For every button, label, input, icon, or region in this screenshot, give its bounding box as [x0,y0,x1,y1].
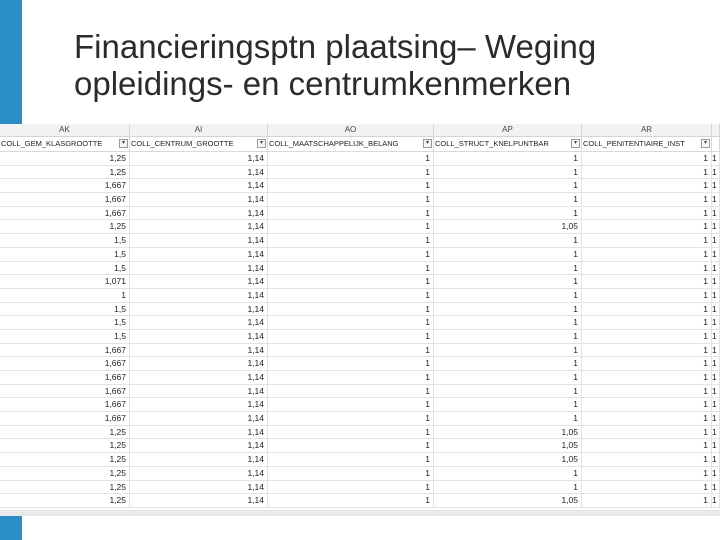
table-cell[interactable]: 1,14 [130,193,268,206]
table-cell[interactable]: 1 [268,357,434,370]
table-cell[interactable]: 1 [434,193,582,206]
field-name-label: COLL_PENITENTIAIRE_INST [583,139,685,148]
table-cell[interactable]: 1,14 [130,179,268,192]
table-cell[interactable]: 1 [582,481,712,494]
table-cell[interactable]: 1 [268,152,434,165]
table-cell[interactable]: 1 [434,248,582,261]
filter-dropdown-icon[interactable]: ▾ [701,139,710,148]
column-letter-header-cell[interactable]: AK [0,124,130,136]
field-name-cell [268,137,434,151]
table-cell[interactable]: 1 [268,453,434,466]
table-cell[interactable]: 1 [582,344,712,357]
table-cell[interactable]: 1 [582,385,712,398]
table-cell[interactable]: 1 [712,371,720,384]
table-cell[interactable]: 1 [582,426,712,439]
table-cell[interactable]: 1,25 [0,467,130,480]
table-cell[interactable]: 1 [268,275,434,288]
table-cell[interactable]: 1,5 [0,262,130,275]
table-cell[interactable]: 1 [268,179,434,192]
table-cell[interactable]: 1 [268,316,434,329]
table-row [0,467,720,481]
table-cell[interactable]: 1 [712,494,720,507]
table-cell[interactable]: 1 [712,453,720,466]
table-cell[interactable]: 1 [582,330,712,343]
table-cell[interactable]: 1 [582,152,712,165]
table-cell[interactable]: 1,667 [0,371,130,384]
table-cell[interactable]: 1 [434,275,582,288]
table-cell[interactable]: 1 [712,234,720,247]
table-cell[interactable]: 1 [712,248,720,261]
table-cell[interactable]: 1 [712,193,720,206]
field-name-label: COLL_CENTRUM_GROOTTE [131,139,234,148]
table-cell[interactable]: 1 [434,234,582,247]
slide-title-line-1: Financieringsptn plaatsing– Weging [74,28,597,65]
table-row [0,289,720,303]
table-cell[interactable]: 1,14 [130,412,268,425]
table-row [0,193,720,207]
table-cell[interactable]: 1,14 [130,453,268,466]
table-cell[interactable]: 1 [582,453,712,466]
table-cell[interactable]: 1 [582,289,712,302]
filter-dropdown-icon[interactable]: ▾ [119,139,128,148]
table-cell[interactable]: 1 [434,289,582,302]
table-cell[interactable]: 1 [582,412,712,425]
table-cell[interactable]: 1,25 [0,453,130,466]
table-cell[interactable]: 1,14 [130,234,268,247]
table-cell[interactable]: 1,5 [0,248,130,261]
table-cell[interactable]: 1,25 [0,481,130,494]
table-cell[interactable]: 1,05 [434,453,582,466]
table-cell[interactable]: 1,14 [130,303,268,316]
table-cell[interactable]: 1,5 [0,303,130,316]
table-cell[interactable]: 1 [268,467,434,480]
table-cell[interactable]: 1 [712,467,720,480]
table-cell[interactable]: 1 [268,426,434,439]
table-cell[interactable]: 1,667 [0,179,130,192]
table-row [0,316,720,330]
table-row [0,453,720,467]
table-cell[interactable]: 1 [434,398,582,411]
table-cell[interactable]: 1 [712,262,720,275]
table-cell[interactable]: 1 [712,398,720,411]
table-cell[interactable]: 1 [434,412,582,425]
table-cell[interactable]: 1 [268,371,434,384]
table-cell[interactable]: 1 [582,303,712,316]
table-cell[interactable]: 1 [434,344,582,357]
table-row [0,220,720,234]
table-cell[interactable]: 1,5 [0,316,130,329]
table-cell[interactable]: 1,14 [130,166,268,179]
table-cell[interactable]: 1,14 [130,289,268,302]
table-cell[interactable]: 1 [268,248,434,261]
filter-dropdown-icon[interactable]: ▾ [257,139,266,148]
table-cell[interactable]: 1 [434,262,582,275]
table-cell[interactable]: 1 [434,207,582,220]
data-rows [0,152,720,508]
table-cell[interactable]: 1,14 [130,275,268,288]
table-cell[interactable]: 1 [434,371,582,384]
table-cell[interactable]: 1,14 [130,220,268,233]
table-cell[interactable]: 1,667 [0,412,130,425]
field-name-row [0,137,720,152]
table-row [0,371,720,385]
table-cell[interactable]: 1 [712,344,720,357]
field-name-label: COLL_MAATSCHAPPELIJK_BELANG [269,139,399,148]
table-cell[interactable]: 1 [582,439,712,452]
table-cell[interactable]: 1 [712,275,720,288]
field-name-cell [0,137,130,151]
slide-title [74,28,714,102]
sheet-tab-bar [0,510,720,516]
table-cell[interactable]: 1 [712,220,720,233]
table-row [0,330,720,344]
table-cell[interactable]: 1 [582,220,712,233]
table-cell[interactable]: 1,14 [130,316,268,329]
table-cell[interactable]: 1 [712,385,720,398]
table-row [0,398,720,412]
table-row [0,262,720,276]
table-cell[interactable]: 1 [268,439,434,452]
table-cell[interactable]: 1,14 [130,426,268,439]
table-row [0,412,720,426]
table-cell[interactable]: 1 [712,316,720,329]
table-cell[interactable]: 1 [712,357,720,370]
table-cell[interactable]: 1,14 [130,344,268,357]
table-cell[interactable]: 1,14 [130,439,268,452]
filter-dropdown-icon[interactable]: ▾ [571,139,580,148]
table-row [0,152,720,166]
table-cell[interactable]: 1,14 [130,481,268,494]
table-cell[interactable]: 1,667 [0,385,130,398]
table-row [0,494,720,508]
column-letter-header [0,124,720,137]
table-cell[interactable]: 1 [268,207,434,220]
table-cell[interactable]: 1 [0,289,130,302]
table-cell[interactable]: 1,05 [434,220,582,233]
table-cell[interactable]: 1,667 [0,357,130,370]
table-row [0,385,720,399]
table-cell[interactable]: 1,14 [130,385,268,398]
field-name-cell [434,137,582,151]
table-cell[interactable]: 1 [268,412,434,425]
table-cell[interactable]: 1 [712,152,720,165]
table-cell[interactable]: 1,14 [130,398,268,411]
table-cell[interactable]: 1,14 [130,248,268,261]
field-name-label: COLL_STRUCT_KNELPUNTBAR [435,139,549,148]
table-cell[interactable]: 1 [582,166,712,179]
table-row [0,481,720,495]
table-cell[interactable]: 1 [434,385,582,398]
table-cell[interactable]: 1 [434,316,582,329]
table-cell[interactable]: 1,05 [434,494,582,507]
table-row [0,234,720,248]
table-cell[interactable]: 1 [712,412,720,425]
table-cell[interactable]: 1,071 [0,275,130,288]
table-cell[interactable]: 1 [268,494,434,507]
table-cell[interactable]: 1,667 [0,344,130,357]
field-name-cell [712,137,720,151]
table-cell[interactable]: 1 [582,467,712,480]
table-cell[interactable]: 1,25 [0,439,130,452]
table-cell[interactable]: 1,25 [0,166,130,179]
table-cell[interactable]: 1,14 [130,357,268,370]
table-cell[interactable]: 1,25 [0,152,130,165]
column-letter-header-cell[interactable] [712,124,720,136]
table-cell[interactable]: 1,05 [434,426,582,439]
table-cell[interactable]: 1,05 [434,439,582,452]
table-cell[interactable]: 1,14 [130,330,268,343]
table-row [0,344,720,358]
table-cell[interactable]: 1 [582,275,712,288]
table-cell[interactable]: 1 [268,220,434,233]
spreadsheet [0,124,720,514]
table-row [0,207,720,221]
table-cell[interactable]: 1,14 [130,371,268,384]
table-row [0,357,720,371]
table-row [0,275,720,289]
table-cell[interactable]: 1 [268,262,434,275]
table-row [0,439,720,453]
table-cell[interactable]: 1,667 [0,207,130,220]
table-cell[interactable]: 1 [268,166,434,179]
column-letter-header-cell[interactable]: AI [130,124,268,136]
table-cell[interactable]: 1 [268,303,434,316]
table-cell[interactable]: 1,14 [130,262,268,275]
table-row [0,179,720,193]
table-cell[interactable]: 1 [582,357,712,370]
table-cell[interactable]: 1 [712,330,720,343]
table-cell[interactable]: 1,14 [130,207,268,220]
table-cell[interactable]: 1 [582,207,712,220]
table-cell[interactable]: 1 [712,166,720,179]
table-cell[interactable]: 1 [268,398,434,411]
column-letter-header-cell[interactable]: AP [434,124,582,136]
column-letter-header-cell[interactable]: AR [582,124,712,136]
field-name-cell [582,137,712,151]
table-cell[interactable]: 1,25 [0,494,130,507]
table-cell[interactable]: 1 [582,262,712,275]
table-cell[interactable]: 1 [434,481,582,494]
table-cell[interactable]: 1,14 [130,467,268,480]
table-cell[interactable]: 1 [712,289,720,302]
table-cell[interactable]: 1 [268,481,434,494]
table-cell[interactable]: 1 [434,179,582,192]
table-row [0,248,720,262]
table-cell[interactable]: 1 [582,316,712,329]
table-cell[interactable]: 1 [268,344,434,357]
table-row [0,166,720,180]
table-cell[interactable]: 1 [582,234,712,247]
table-cell[interactable]: 1 [712,481,720,494]
table-row [0,303,720,317]
table-cell[interactable]: 1 [434,467,582,480]
table-cell[interactable]: 1 [582,494,712,507]
table-cell[interactable]: 1,14 [130,152,268,165]
table-cell[interactable]: 1 [582,398,712,411]
table-cell[interactable]: 1 [582,248,712,261]
table-cell[interactable]: 1 [712,303,720,316]
table-cell[interactable]: 1 [434,303,582,316]
column-letter-header-cell[interactable]: AO [268,124,434,136]
table-cell[interactable]: 1,25 [0,220,130,233]
table-cell[interactable]: 1 [712,426,720,439]
table-cell[interactable]: 1 [434,330,582,343]
table-row [0,426,720,440]
slide-title-line-2: opleidings- en centrumkenmerken [74,65,572,102]
table-cell[interactable]: 1,667 [0,193,130,206]
table-cell[interactable]: 1 [712,179,720,192]
table-cell[interactable]: 1 [434,152,582,165]
table-cell[interactable]: 1,14 [130,494,268,507]
table-cell[interactable]: 1 [582,193,712,206]
table-cell[interactable]: 1 [434,357,582,370]
table-cell[interactable]: 1,5 [0,330,130,343]
table-cell[interactable]: 1,5 [0,234,130,247]
table-cell[interactable]: 1,667 [0,398,130,411]
field-name-label: COLL_GEM_KLASGROOTTE [1,139,103,148]
table-cell[interactable]: 1 [712,439,720,452]
table-cell[interactable]: 1 [268,193,434,206]
table-cell[interactable]: 1 [268,330,434,343]
table-cell[interactable]: 1 [582,179,712,192]
table-cell[interactable]: 1 [582,371,712,384]
table-cell[interactable]: 1 [434,166,582,179]
table-cell[interactable]: 1,25 [0,426,130,439]
field-name-cell [130,137,268,151]
table-cell[interactable]: 1 [268,385,434,398]
table-cell[interactable]: 1 [712,207,720,220]
table-cell[interactable]: 1 [268,289,434,302]
table-cell[interactable]: 1 [268,234,434,247]
filter-dropdown-icon[interactable]: ▾ [423,139,432,148]
